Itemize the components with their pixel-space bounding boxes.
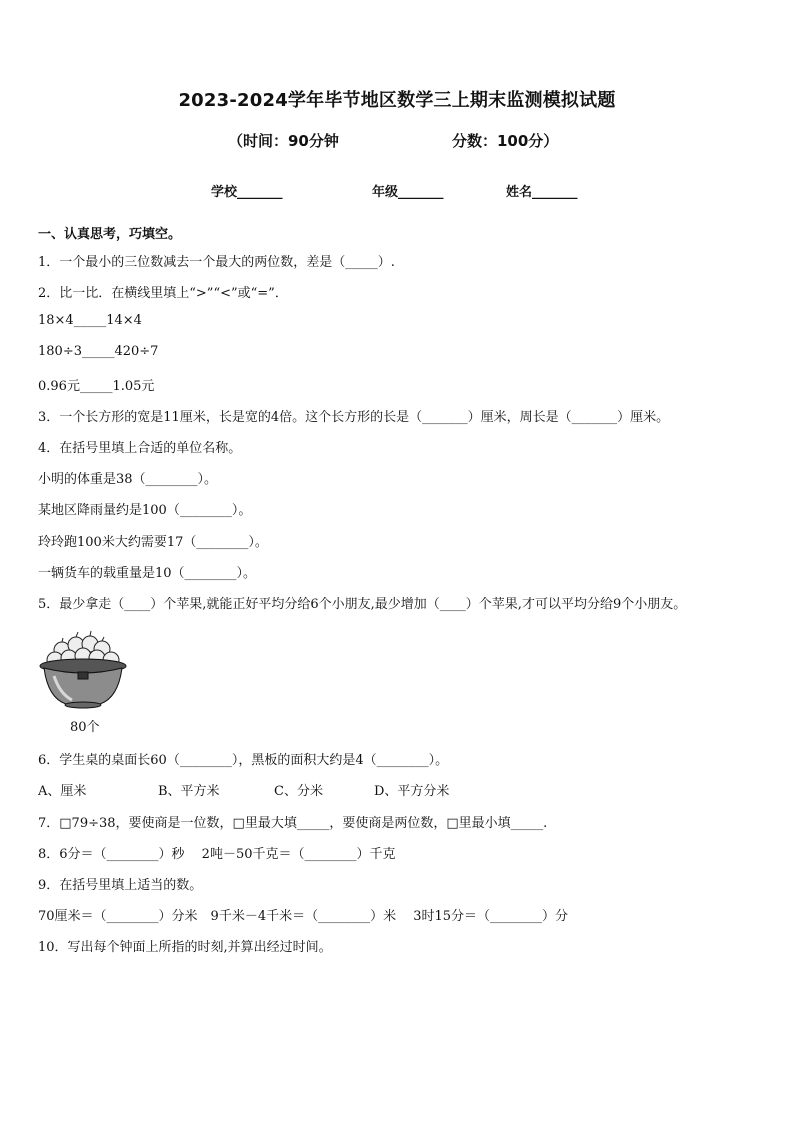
question-5: 5．最少拿走（____）个苹果,就能正好平均分给6个小朋友,最少增加（____）个苹果,才可以平均分给9个小朋友。 bbox=[38, 597, 687, 612]
name-field: 姓名_______ bbox=[506, 185, 578, 200]
question-4a: 小明的体重是38（________）。 bbox=[38, 472, 218, 487]
question-2c: 0.96元_____1.05元 bbox=[38, 379, 155, 394]
question-9: 9．在括号里填上适当的数。 bbox=[38, 878, 203, 893]
grade-field: 年级_______ bbox=[372, 185, 444, 200]
question-4b: 某地区降雨量约是100（________）。 bbox=[38, 503, 252, 518]
school-field: 学校_______ bbox=[211, 185, 283, 200]
option-c: C、分米 bbox=[274, 784, 323, 799]
apple-basket-image bbox=[38, 628, 130, 712]
question-8: 8．6分＝（________）秒 2吨－50千克＝（________）千克 bbox=[38, 847, 396, 862]
question-1: 1．一个最小的三位数减去一个最大的两位数，差是（_____）. bbox=[38, 255, 395, 270]
question-4d: 一辆货车的载重量是10（________）。 bbox=[38, 566, 257, 581]
question-2a: 18×4_____14×4 bbox=[38, 313, 142, 328]
option-b: B、平方米 bbox=[158, 784, 220, 799]
apple-count-label: 80个 bbox=[70, 720, 100, 735]
question-6: 6．学生桌的桌面长60（________），黑板的面积大约是4（________）。 bbox=[38, 753, 449, 768]
question-10: 10．写出每个钟面上所指的时刻,并算出经过时间。 bbox=[38, 940, 332, 955]
question-3: 3．一个长方形的宽是11厘米，长是宽的4倍。这个长方形的长是（_______）厘米，周长是（_______）厘米。 bbox=[38, 410, 670, 425]
exam-time: （时间：90分钟 bbox=[228, 132, 339, 150]
question-2: 2．比一比．在横线里填上“>”“<”或“=”． bbox=[38, 286, 288, 301]
question-2b: 180÷3_____420÷7 bbox=[38, 344, 159, 359]
section-title: 一、认真思考，巧填空。 bbox=[38, 227, 182, 242]
question-4c: 玲玲跑100米大约需要17（________）。 bbox=[38, 535, 268, 550]
question-9a: 70厘米＝（________）分米 9千米－4千米＝（________）米 3时15分＝（________）分 bbox=[38, 909, 569, 924]
question-7: 7．□79÷38，要使商是一位数，□里最大填_____，要使商是两位数，□里最小填_____. bbox=[38, 816, 548, 831]
exam-score: 分数：100分） bbox=[452, 132, 559, 150]
question-4: 4．在括号里填上合适的单位名称。 bbox=[38, 441, 242, 456]
option-d: D、平方分米 bbox=[374, 784, 450, 799]
page-title: 2023-2024学年毕节地区数学三上期末监测模拟试题 bbox=[178, 90, 616, 111]
option-a: A、厘米 bbox=[38, 784, 87, 799]
